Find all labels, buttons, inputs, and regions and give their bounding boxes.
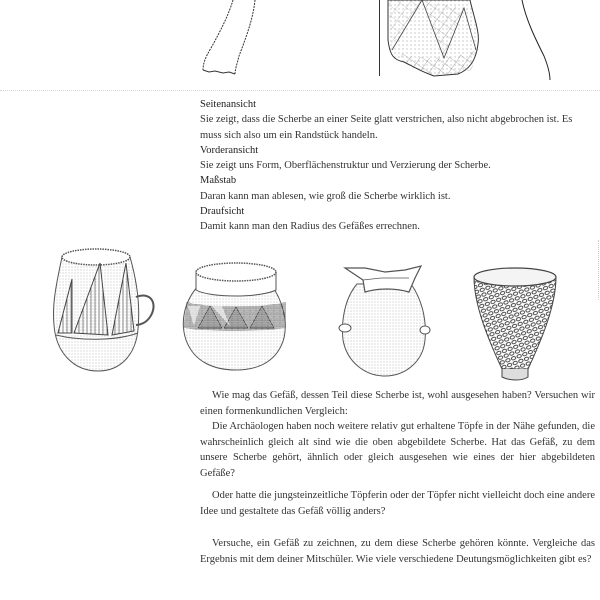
desc-side-view: Sie zeigt, dass die Scherbe an einer Seite glatt verstrichen, also nicht abgebrochen ist. Es muss sich also um ein Randstück handeln. bbox=[200, 114, 573, 141]
pot-illustration-spouted-jar bbox=[335, 262, 435, 380]
sherd-top-view-arc bbox=[520, 0, 560, 82]
drawing-legend bbox=[200, 97, 590, 235]
term-side-view: Seitenansicht bbox=[200, 99, 256, 110]
desc-front-view: Sie zeigt uns Form, Oberflächenstruktur und Verzierung der Scherbe. bbox=[200, 160, 491, 172]
pot-illustration-handled-beaker bbox=[50, 245, 160, 375]
term-scale: Maßstab bbox=[200, 175, 237, 187]
paragraph-task bbox=[200, 536, 595, 567]
sherd-front-view-drawing bbox=[382, 0, 492, 82]
term-top-view: Draufsicht bbox=[200, 206, 245, 218]
desc-scale: Daran kann man ablesen, wie groß die Scherbe wirklich ist. bbox=[200, 190, 451, 202]
desc-top-view: Damit kann man den Radius des Gefäßes errechnen. bbox=[200, 221, 420, 233]
paragraph-comparison bbox=[200, 388, 595, 482]
paragraph-potter-idea: Oder hatte die jungsteinzeitliche Töpferin oder der Töpfer nicht vielleicht doch eine andere Idee und gestaltete das Gefäß völlig anders? bbox=[200, 490, 595, 517]
separator-line bbox=[0, 90, 600, 91]
scale-bar-line bbox=[379, 0, 380, 76]
paragraph-drawing-task: Versuche, ein Gefäß zu zeichnen, zu dem diese Scherbe gehören könnte. Vergleiche das Ergebnis mit dem deiner Mitschüler. Wie viele verschiedene Deutungsmöglichkeiten gibt es? bbox=[200, 538, 595, 565]
paragraph-alternative bbox=[200, 488, 595, 519]
paragraph-question: Wie mag das Gefäß, dessen Teil diese Scherbe ist, wohl ausgesehen haben? Versuchen wir einen formenkundlichen Vergleich: bbox=[200, 390, 595, 417]
pot-illustration-textured-beaker bbox=[470, 265, 560, 385]
sherd-side-view-drawing bbox=[195, 0, 285, 80]
paragraph-archaeologists: Die Archäologen haben noch weitere relativ gut erhaltene Töpfe in der Nähe gefunden, die wahrscheinlich gleich alt sind wie die oben abgebildete Scherbe. Hat das Gefäß, zu dem unsere Scherbe gehört, ähnlich oder gleich ausgesehen wie eines der hier abgebildeten Gefäße? bbox=[200, 421, 595, 479]
term-front-view: Vorderansicht bbox=[200, 144, 259, 156]
pot-illustration-triangle-bowl bbox=[180, 262, 290, 374]
